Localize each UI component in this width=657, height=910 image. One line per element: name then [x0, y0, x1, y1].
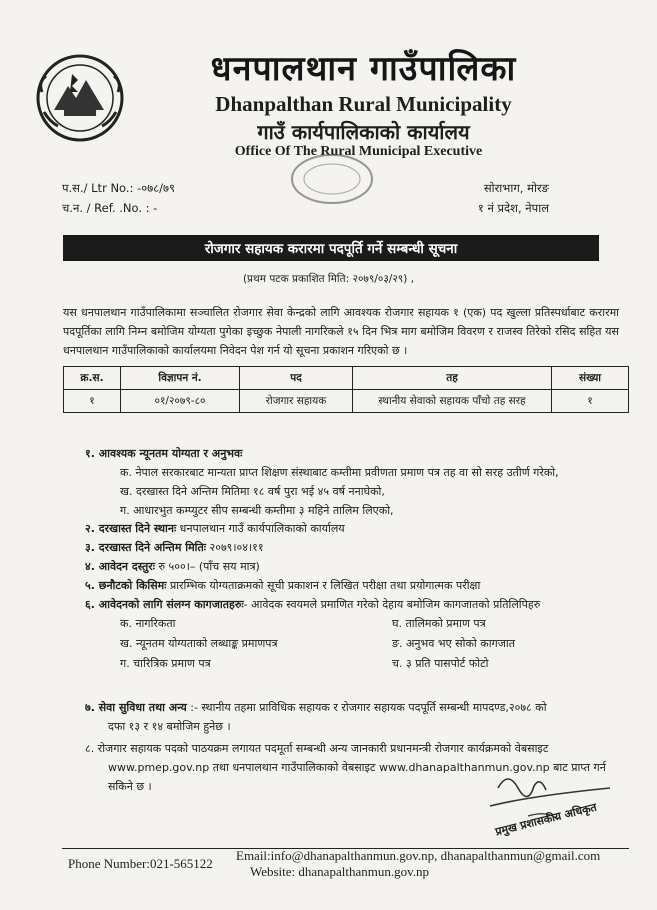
table-header: पद [240, 367, 353, 390]
table-cell: रोजगार सहायक [240, 390, 353, 413]
signatory-designation: प्रमुख प्रशासकीय अधिकृत [493, 800, 598, 839]
section-label: ५. छनौटको किसिमः [85, 579, 167, 592]
section-curriculum: ८. रोजगार सहायक पदको पाठयक्रम लगायत पदमूर्ता सम्बन्धी अन्य जानकारी प्रधानमन्त्री रोजगार कार्यक्रमको वेबसाइट [85, 742, 549, 755]
table-cell: १ [64, 390, 121, 413]
footer-email: Email:info@dhanapalthanmun.gov.np, dhanapalthanmun@gmail.com [236, 848, 601, 863]
document-item: च. ३ प्रति पासपोर्ट फोटो [392, 657, 489, 670]
section-label: २. दरखास्त दिने स्थानः [85, 522, 177, 535]
document-item: घ. तालिमको प्रमाण पत्र [392, 617, 486, 630]
publication-date: (प्रथम पटक प्रकाशित मिति: २०७९/०३/२९) , [242, 273, 415, 285]
table-header: तह [353, 367, 552, 390]
office-location: सोराभाग, मोरङ [483, 181, 549, 195]
section-service [85, 700, 547, 715]
qualification-item: ख. दरखास्त दिने अन्तिम मितिमा १८ वर्ष पुरा भई ४५ वर्ष ननाघेको, [120, 485, 385, 498]
section-text: प्रारम्भिक योग्यताक्रमको सूची प्रकाशन र लिखित परीक्षा तथा प्रयोगात्मक परीक्षा [166, 579, 481, 592]
section-label: ४. आवेदन दस्तुरः [85, 560, 155, 573]
section-label: ७. सेवा सुविधा तथा अन्य [85, 701, 187, 714]
section-deadline [85, 540, 264, 555]
section-qualification-title: १. आवश्यक न्यूनतम योग्यता र अनुभवः [85, 447, 243, 460]
table-cell: स्थानीय सेवाको सहायक पाँचो तह सरह [353, 390, 552, 413]
section-fee [85, 559, 260, 574]
section-text: www.pmep.gov.np तथा धनपालथान गाउँपालिकाको वेबसाइट www.dhanapalthanmun.gov.np बाट प्राप्त गर्न [108, 761, 606, 774]
office-province: १ नं प्रदेश, नेपाल [477, 201, 549, 215]
footer-website: Website: dhanapalthanmun.gov.np [250, 864, 429, 879]
table-header: क्र.स. [64, 367, 121, 390]
official-stamp [288, 150, 376, 208]
table-header: संख्या [552, 367, 629, 390]
section-label: ६. आवेदनको लागि संलग्न कागजातहरुः [85, 598, 244, 611]
document-item: क. नागरिकता [120, 617, 176, 630]
section-text: सकिने छ । [108, 780, 152, 793]
section-text: - आवेदक स्वयमले प्रमाणित गरेको देहाय बमोजिम कागजातको प्रतिलिपिहरु [243, 598, 541, 611]
document-item: ग. चारित्रिक प्रमाण पत्र [120, 657, 211, 670]
qualification-item: ग. आधारभुत कम्प्युटर सीप सम्बन्धी कम्तीमा ३ महिने तालिम लिएको, [120, 504, 394, 517]
section-text: :- स्थानीय तहमा प्राविधिक सहायक र रोजगार सहायक पदपूर्ति सम्बन्धी मापदण्ड,२०७८ को [186, 701, 547, 714]
section-selection-type [85, 578, 480, 593]
section-label: ३. दरखास्त दिने अन्तिम मितिः [85, 541, 207, 554]
reference-number: च.न. / Ref. .No. : - [62, 201, 158, 215]
section-text: धनपालथान गाउँ कार्यपालिकाको कार्यालय [176, 522, 345, 535]
vacancy-table [63, 366, 629, 413]
qualification-item: क. नेपाल सरकारबाट मान्यता प्राप्त शिक्षण संस्थाबाट कम्तीमा प्रवीणता प्रमाण पत्र तह वा सो सरह उतीर्ण गरेको, [120, 466, 559, 479]
section-documents [85, 597, 540, 612]
document-item: ङ. अनुभव भए सोको कागजात [392, 637, 516, 650]
municipality-name-nepali: धनपालथान गाउँपालिका [210, 49, 517, 89]
table-cell: १ [552, 390, 629, 413]
office-name-nepali: गाउँ कार्यपालिकाको कार्यालय [257, 120, 470, 144]
section-application-place [85, 521, 345, 536]
municipality-name-english: Dhanpalthan Rural Municipality [215, 92, 512, 116]
section-text: २०७९।०४।११ [206, 541, 264, 554]
section-text: दफा १३ र १४ बमोजिम हुनेछ । [108, 720, 231, 733]
section-text: रु ५००।– (पाँच सय मात्र) [154, 560, 260, 573]
table-header-row [64, 367, 629, 390]
letter-number: प.स./ Ltr No.: -०७८/७९ [62, 181, 175, 195]
table-header: विज्ञापन नं. [121, 367, 240, 390]
table-cell: ०१/२०७९-८० [121, 390, 240, 413]
notice-title: रोजगार सहायक करारमा पदपूर्ति गर्ने सम्बन्धी सूचना [63, 235, 599, 261]
footer-phone: Phone Number:021-565122 [68, 856, 213, 871]
notice-introduction: यस धनपालथान गाउँपालिकामा सञ्चालित रोजगार सेवा केन्द्रको लागि आवश्यक रोजगार सहायक १ (एक) पद खुल्ला प्रतिस्पर्धाबाट करारमा पदपूर्तिका लागि निम्न बमोजिम योग्यता पुगेका इच्छुक नेपाली नागरिकले १५ दिन भित्र माग बमोजिम विवरण र राजस्व तिरेको रसिद सहित यस धनपालथान गाउँपालिकाको कार्यालयमा निवेदन पेश गर्न यो सूचना प्रकाशन गरिएको छ । [63, 306, 619, 357]
document-item: ख. न्यूनतम योग्यताको लब्धाङ्क प्रमाणपत्र [120, 637, 278, 650]
table-row [64, 390, 629, 413]
office-name-english: Office Of The Rural Municipal Executive [234, 144, 483, 159]
